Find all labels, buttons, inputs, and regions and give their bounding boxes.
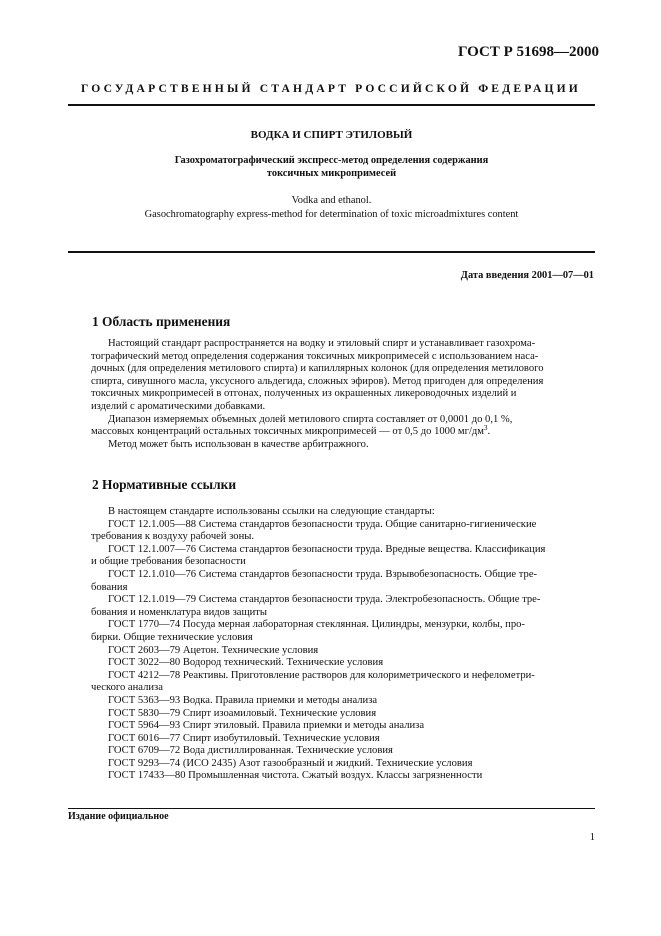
document-title: ВОДКА И СПИРТ ЭТИЛОВЫЙ (250, 129, 413, 141)
text-line: дочных (для определения метилового спирта) и капиллярных колонок (для определения метилового (91, 363, 544, 375)
text-line: Метод может быть использован в качестве арбитражного. (108, 438, 369, 450)
english-subtitle: Gasochromatography express-method for determination of toxic microadmixtures content (144, 208, 519, 220)
text-line: ГОСТ 3022—80 Водород технический. Технические условия (108, 657, 384, 669)
title-block (68, 128, 595, 221)
text-fragment: массовых концентраций остальных токсичных микропримесей — от 0,5 до 1000 мг/дм (91, 426, 484, 438)
references-intro (91, 506, 597, 519)
footer-divider (68, 808, 595, 809)
text-line: токсичных микропримесей в отгонах, полученных из окрашенных ликероводочных изделий и (91, 388, 517, 400)
subtitle-line: токсичных микропримесей (266, 167, 397, 179)
reference-item (91, 519, 597, 544)
text-line: ГОСТ 5964—93 Спирт этиловый. Правила приемки и методы анализа (108, 720, 425, 732)
text-line: ГОСТ 12.1.005—88 Система стандартов безопасности труда. Общие санитарно-гигиенические (108, 518, 537, 530)
text-line: ГОСТ 6016—77 Спирт изобутиловый. Технические условия (108, 732, 380, 744)
title-divider (68, 251, 595, 253)
text-line: ГОСТ 12.1.010—76 Система стандартов безопасности труда. Взрывобезопасность. Общие тре- (108, 568, 538, 580)
reference-item (91, 670, 597, 695)
text-line: ГОСТ 9293—74 (ИСО 2435) Азот газообразный и жидкий. Технические условия (108, 757, 473, 769)
document-code: ГОСТ Р 51698—2000 (457, 44, 599, 60)
text-line: бования (91, 581, 128, 593)
english-title: Vodka and ethanol. (291, 195, 372, 207)
section-1-body (91, 338, 597, 451)
text-line: изделий с ароматическими добавками. (91, 400, 266, 412)
superscript: 3 (484, 424, 488, 433)
text-line: спирта, сивушного масла, уксусного альдегида, сложных эфиров). Метод пригоден для определения (91, 375, 544, 387)
state-standard-header: ГОСУДАРСТВЕННЫЙ СТАНДАРТ РОССИЙСКОЙ ФЕДЕРАЦИИ (81, 82, 581, 95)
reference-item (91, 569, 597, 594)
text-line: и общие требования безопасности (91, 556, 246, 568)
reference-item (91, 544, 597, 569)
text-line: ГОСТ 5363—93 Водка. Правила приемки и методы анализа (108, 694, 378, 706)
reference-item (91, 720, 597, 733)
reference-item (91, 733, 597, 746)
text-line: бования и номенклатура видов защиты (91, 606, 268, 618)
reference-item (91, 695, 597, 708)
introduction-date: Дата введения 2001—07—01 (460, 270, 594, 281)
text-line: В настоящем стандарте использованы ссылки на следующие стандарты: (108, 506, 435, 517)
section-1-title: 1 Область применения (92, 314, 231, 329)
text-line: ГОСТ 12.1.019—79 Система стандартов безопасности труда. Электробезопасность. Общие тре- (108, 594, 541, 606)
range-paragraph (91, 414, 597, 439)
text-line: ГОСТ 1770—74 Посуда мерная лабораторная стеклянная. Цилиндры, мензурки, колбы, про- (108, 619, 525, 631)
text-line: Диапазон измеряемых объемных долей метилового спирта составляет от 0,0001 до 0,1 %, (108, 413, 513, 425)
reference-item (91, 745, 597, 758)
text-line: тографический метод определения содержания токсичных микропримесей с использованием наса- (91, 350, 539, 362)
reference-item (91, 645, 597, 658)
text-line: ГОСТ 17433—80 Промышленная чистота. Сжатый воздух. Классы загрязненности (108, 770, 483, 782)
normative-references-list (91, 506, 597, 783)
text-line (91, 426, 597, 439)
text-line: ГОСТ 4212—78 Реактивы. Приготовление растворов для колориметрического и нефелометри- (108, 669, 535, 681)
text-line: ГОСТ 6709—72 Вода дистиллированная. Технические условия (108, 745, 393, 757)
text-line: Настоящий стандарт распространяется на водку и этиловый спирт и устанавливает газохрома- (108, 338, 536, 349)
reference-item (91, 657, 597, 670)
reference-item (91, 708, 597, 721)
text-fragment: . (487, 426, 491, 438)
text-line: ГОСТ 2603—79 Ацетон. Технические условия (108, 644, 319, 656)
reference-item (91, 758, 597, 771)
section-2-title: 2 Нормативные ссылки (92, 477, 237, 492)
edition-label: Издание официальное (68, 811, 169, 822)
reference-item (91, 770, 597, 783)
document-subtitle (68, 155, 595, 180)
text-line: ГОСТ 12.1.007—76 Система стандартов безопасности труда. Вредные вещества. Классификация (108, 543, 546, 555)
text-line: ГОСТ 5830—79 Спирт изоамиловый. Технические условия (108, 707, 377, 719)
page-number: 1 (589, 832, 595, 843)
subtitle-line: Газохроматографический экспресс-метод определения содержания (174, 155, 489, 166)
header-divider (68, 104, 595, 106)
scope-paragraph (91, 338, 597, 414)
arbitration-paragraph (91, 439, 597, 452)
reference-item (91, 619, 597, 644)
text-line: ческого анализа (91, 682, 163, 694)
reference-item (91, 594, 597, 619)
text-line: требования к воздуху рабочей зоны. (91, 531, 255, 543)
text-line: бирки. Общие технические условия (91, 631, 253, 643)
